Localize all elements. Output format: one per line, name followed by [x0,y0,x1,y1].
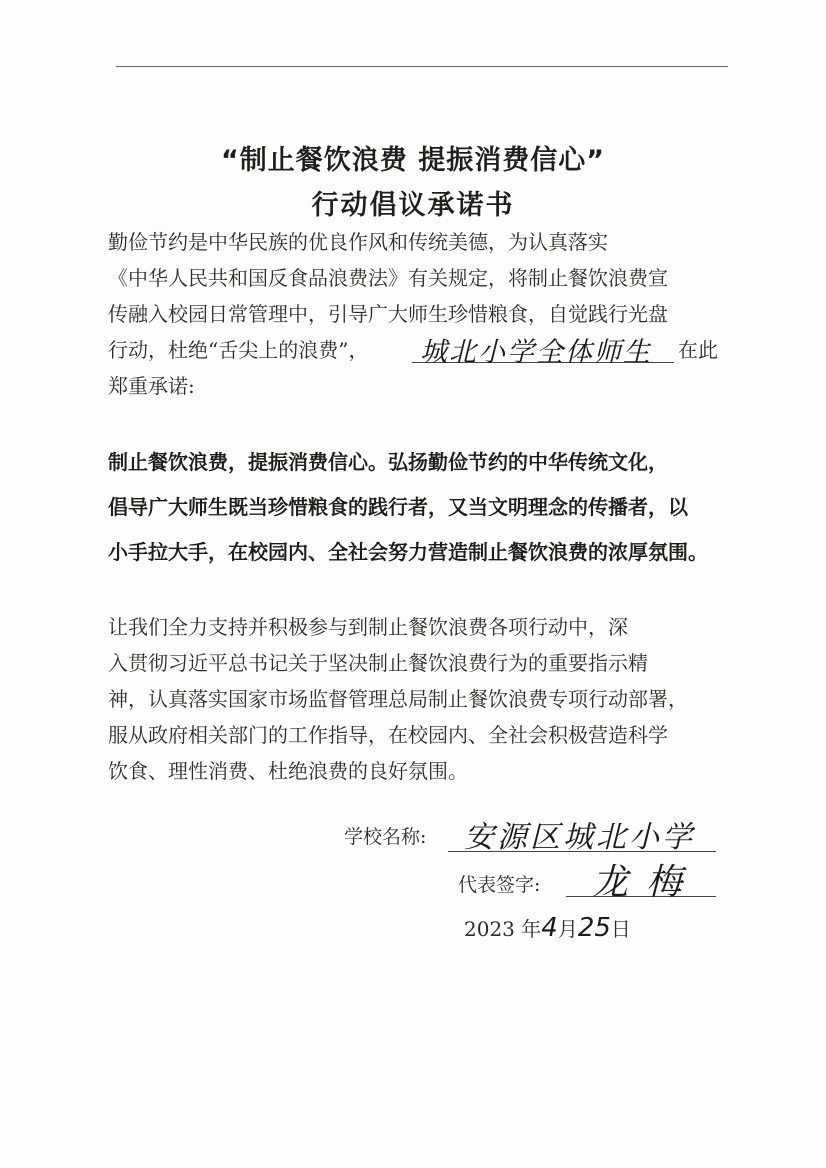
pledge-line: 小手拉大手，在校园内、全社会努力营造制止餐饮浪费的浓厚氛围。 [108,540,708,564]
support-line: 神，认真落实国家市场监督管理总局制止餐饮浪费专项行动部署， [108,687,688,711]
support-line: 让我们全力支持并积极参与到制止餐饮浪费各项行动中，深 [108,615,628,639]
pledge-line: 倡导广大师生既当珍惜粮食的践行者，又当文明理念的传播者，以 [108,495,688,519]
date-day-char: 日 [610,917,631,941]
intro-line: 传融入校园日常管理中，引导广大师生珍惜粮食，自觉践行光盘 [108,302,668,326]
school-name-label: 学校名称: [344,826,427,848]
title-line-2: 行动倡议承诺书 [311,190,515,221]
support-line: 饮食、理性消费、杜绝浪费的良好氛围。 [108,759,468,783]
support-line: 服从政府相关部门的工作指导，在校园内、全社会积极营造科学 [108,723,668,747]
date-month-char: 月 [557,917,578,941]
date-year: 2023 年 [464,917,542,941]
header-rule [116,66,728,67]
intro-suffix: 在此 [678,338,718,362]
pledge-line: 制止餐饮浪费，提振消费信心。弘扬勤俭节约的中华传统文化， [108,450,668,474]
support-line: 入贯彻习近平总书记关于坚决制止餐饮浪费行为的重要指示精 [108,651,648,675]
intro-line: 郑重承诺: [108,374,195,398]
intro-line: 勤俭节约是中华民族的优良作风和传统美德，为认真落实 [108,230,608,254]
representative-signature: 龙梅 [592,862,701,903]
date-month: 4 [541,913,558,943]
intro-line: 《中华人民共和国反食品浪费法》有关规定，将制止餐饮浪费宣 [108,266,668,290]
school-name-handwritten: 安源区城北小学 [464,820,695,855]
handwritten-party: 城北小学全体师生 [420,337,652,368]
date-line [464,913,631,943]
intro-line: 行动，杜绝“舌尖上的浪费”， [108,338,369,362]
title-line-1: “制止餐饮浪费 提振消费信心” [221,145,605,176]
representative-label: 代表签字: [458,874,541,896]
date-day: 25 [577,913,611,943]
